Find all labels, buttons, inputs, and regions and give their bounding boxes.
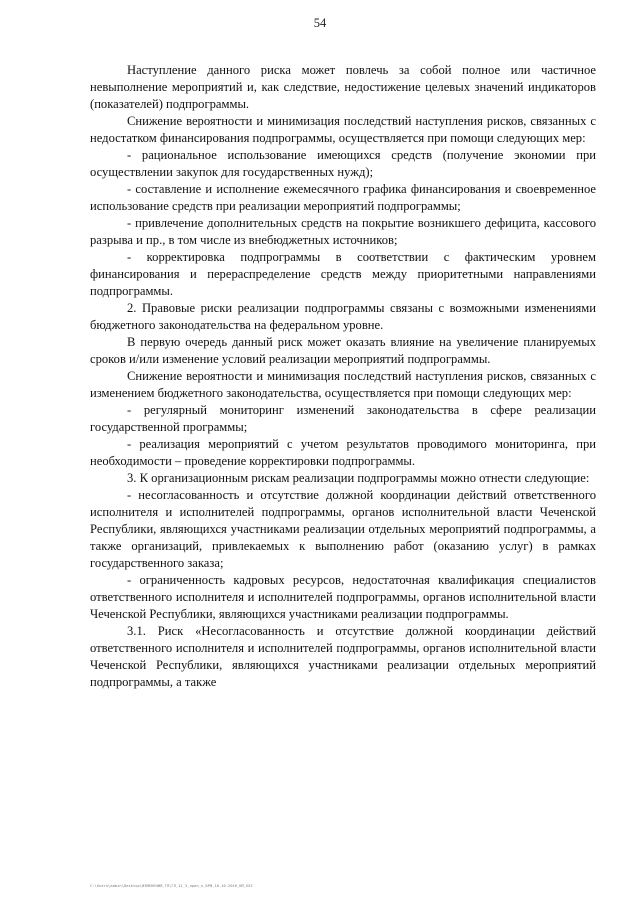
bullet-item: - рациональное использование имеющихся средств (получение экономии при осуществлении закупок для государственных нужд); xyxy=(90,148,596,179)
bullet-item: - ограниченность кадровых ресурсов, недостаточная квалификация специалистов ответственного исполнителя и исполнителей подпрограммы, органов исполнительной власти Чеченской Республики, являющихся участниками реализации подпрограммы. xyxy=(90,573,596,621)
paragraph: 2. Правовые риски реализации подпрограммы связаны с возможными изменениями бюджетного законодательства на федеральном уровне. xyxy=(90,301,596,332)
paragraph: Наступление данного риска может повлечь за собой полное или частичное невыполнение мероприятий и, как следствие, недостижение целевых значений индикаторов (показателей) подпрограммы. xyxy=(90,63,596,111)
paragraph: Снижение вероятности и минимизация последствий наступления рисков, связанных с изменением бюджетного законодательства, осуществляется при помощи следующих мер: xyxy=(90,369,596,400)
bullet-item: - реализация мероприятий с учетом результатов проводимого мониторинга, при необходимости – проведение корректировки подпрограммы. xyxy=(90,437,596,468)
footer-file-path: C:\Users\admin\Desktop\ИЗМЕНЕНИЯ_ГП\ГП_11_3_прил_к_БРФ_10.10.2016_ИП_БЕС xyxy=(90,884,253,888)
paragraph: В первую очередь данный риск может оказать влияние на увеличение планируемых сроков и/или изменение условий реализации мероприятий подпрограммы. xyxy=(90,335,596,366)
paragraph: Снижение вероятности и минимизация последствий наступления рисков, связанных с недостатком финансирования подпрограммы, осуществляется при помощи следующих мер: xyxy=(90,114,596,145)
body-text xyxy=(90,62,596,691)
bullet-item: - несогласованность и отсутствие должной координации действий ответственного исполнителя и исполнителей подпрограммы, органов исполнительной власти Чеченской Республики, являющихся участниками реализации отдельных мероприятий подпрограммы, а также организаций, привлекаемых к выполнению работ (оказанию услуг) в рамках государственного заказа; xyxy=(90,488,596,570)
paragraph: 3.1. Риск «Несогласованность и отсутствие должной координации действий ответственного исполнителя и исполнителей подпрограммы, органов исполнительной власти Чеченской Республики, являющихся участниками реализации отдельных мероприятий подпрограммы, а также xyxy=(90,624,596,689)
bullet-item: - корректировка подпрограммы в соответствии с фактическим уровнем финансирования и перераспределение средств между приоритетными направлениями подпрограммы. xyxy=(90,250,596,298)
page-number: 54 xyxy=(313,16,327,30)
bullet-item: - регулярный мониторинг изменений законодательства в сфере реализации государственной программы; xyxy=(90,403,596,434)
bullet-item: - привлечение дополнительных средств на покрытие возникшего дефицита, кассового разрыва и пр., в том числе из внебюджетных источников; xyxy=(90,216,596,247)
bullet-item: - составление и исполнение ежемесячного графика финансирования и своевременное использование средств при реализации мероприятий подпрограммы; xyxy=(90,182,596,213)
paragraph: 3. К организационным рискам реализации подпрограммы можно отнести следующие: xyxy=(127,471,590,485)
